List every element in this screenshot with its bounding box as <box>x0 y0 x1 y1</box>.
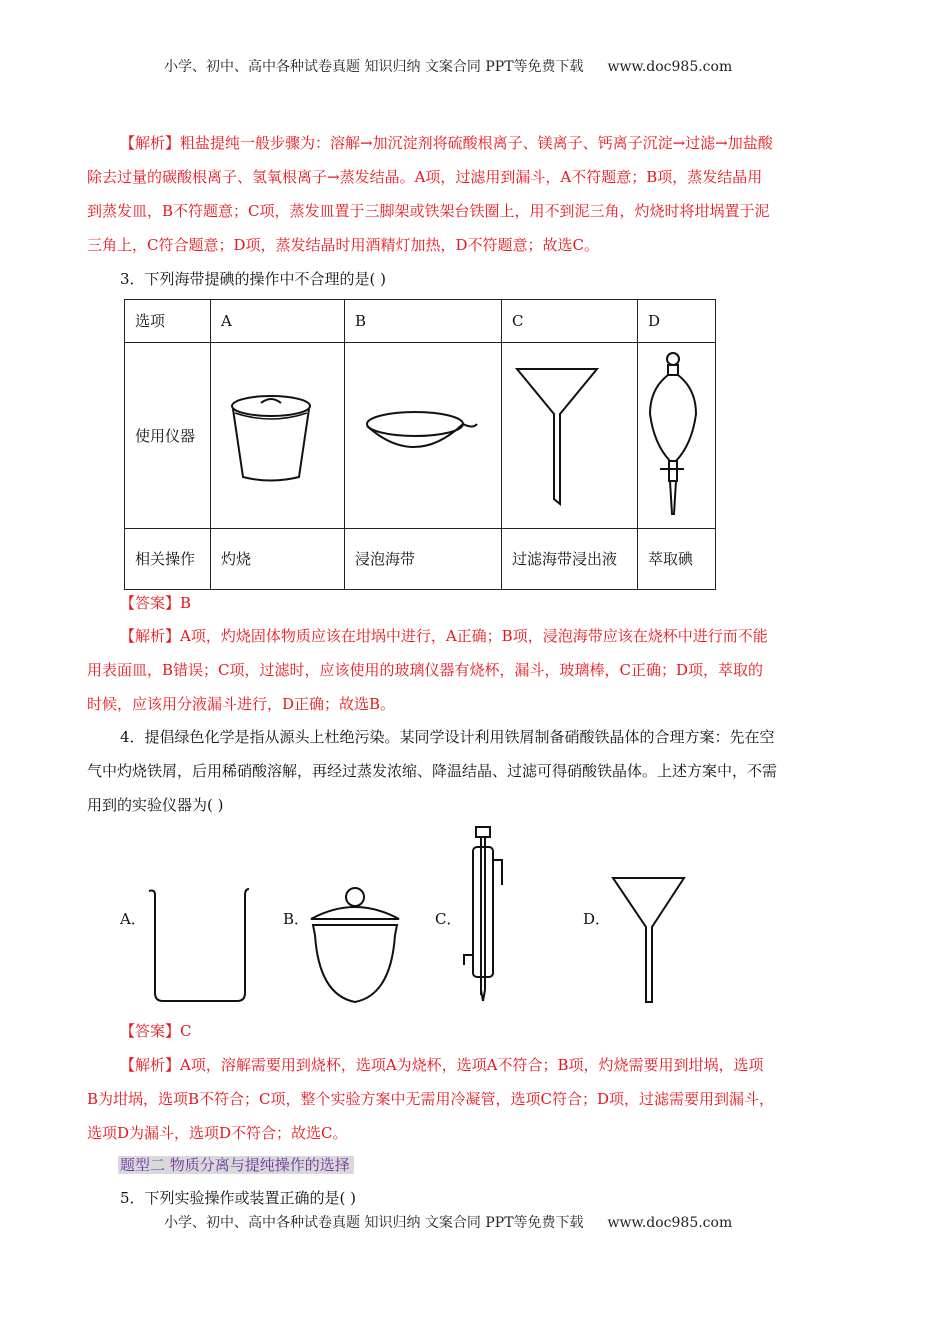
q4-analysis-line: B为坩埚，选项B不符合；C项，整个实验方案中无需用冷凝管，选项C符合；D项，过滤需要用到漏斗， <box>87 1090 775 1108</box>
crucible-cell <box>211 343 345 529</box>
beaker-icon <box>145 885 255 1007</box>
condenser-icon <box>458 825 508 1005</box>
q3-table <box>124 299 716 590</box>
q4-stem-line: 4．提倡绿色化学是指从源头上杜绝污染。某同学设计利用铁屑制备硝酸铁晶体的合理方案：先在空 <box>120 728 775 746</box>
option-b-label: B． <box>283 910 310 928</box>
q3-stem: 3．下列海带提碘的操作中不合理的是( ) <box>120 270 387 288</box>
q3-analysis-line: 用表面皿，B错误；C项，过滤时，应该使用的玻璃仪器有烧杯，漏斗，玻璃棒，C正确；D项，萃取的 <box>87 661 764 679</box>
q5-stem: 5．下列实验操作或装置正确的是( ) <box>120 1189 357 1207</box>
q3-analysis-line: 【解析】A项，灼烧固体物质应该在坩埚中进行，A正确；B项，浸泡海带应该在烧杯中进行而不能 <box>120 627 768 645</box>
q2-analysis-line: 三角上，C符合题意；D项，蒸发结晶时用酒精灯加热，D不符题意；故选C。 <box>87 236 600 254</box>
q3-answer: 【答案】B <box>120 594 192 612</box>
table-cell: 灼烧 <box>211 529 345 590</box>
option-c-label: C． <box>435 910 462 928</box>
section-heading: 题型二 物质分离与提纯操作的选择 <box>118 1156 354 1174</box>
footer-url: www.doc985.com <box>607 1215 733 1231</box>
table-header-cell: A <box>211 300 345 343</box>
table-cell: 萃取碘 <box>638 529 716 590</box>
q4-stem-line: 用到的实验仪器为( ) <box>87 796 224 814</box>
table-row-label: 相关操作 <box>125 529 211 590</box>
watch-glass-cell <box>345 343 502 529</box>
separatory-funnel-cell <box>638 343 716 529</box>
option-d-label: D． <box>583 910 611 928</box>
q2-analysis-line: 到蒸发皿，B不符题意；C项，蒸发皿置于三脚架或铁架台铁圈上，用不到泥三角，灼烧时将坩埚置于泥 <box>87 202 770 220</box>
page-header <box>164 57 732 77</box>
funnel-cell <box>502 343 638 529</box>
q4-answer: 【答案】C <box>120 1022 192 1040</box>
table-header-cell: D <box>638 300 716 343</box>
funnel-icon <box>610 875 690 1005</box>
table-row-label: 使用仪器 <box>125 343 211 529</box>
separatory-funnel-icon <box>648 349 698 519</box>
funnel-icon <box>512 359 607 509</box>
crucible-with-lid-icon <box>305 885 410 1007</box>
table-cell: 过滤海带浸出液 <box>502 529 638 590</box>
q4-analysis-line: 【解析】A项，溶解需要用到烧杯，选项A为烧杯，选项A不符合；B项，灼烧需要用到坩埚，选项 <box>120 1056 764 1074</box>
table-header-cell: 选项 <box>125 300 211 343</box>
table-header-cell: B <box>345 300 502 343</box>
q2-analysis-line: 除去过量的碳酸根离子、氢氧根离子→蒸发结晶。A项，过滤用到漏斗，A不符题意；B项，蒸发结晶用 <box>87 168 763 186</box>
q3-analysis-line: 时候，应该用分液漏斗进行，D正确；故选B。 <box>87 695 396 713</box>
watch-glass-icon <box>355 394 485 474</box>
header-url: www.doc985.com <box>607 59 733 75</box>
page-footer <box>164 1213 732 1233</box>
crucible-icon <box>221 369 331 499</box>
table-cell: 浸泡海带 <box>345 529 502 590</box>
option-a-label: A． <box>120 910 146 928</box>
table-header-cell: C <box>502 300 638 343</box>
footer-text: 小学、初中、高中各种试卷真题 知识归纳 文案合同 PPT等免费下载 <box>164 1215 584 1231</box>
q2-analysis-line: 【解析】粗盐提纯一般步骤为：溶解→加沉淀剂将硫酸根离子、镁离子、钙离子沉淀→过滤→加盐酸 <box>120 134 773 152</box>
q4-analysis-line: 选项D为漏斗，选项D不符合；故选C。 <box>87 1124 348 1142</box>
q4-stem-line: 气中灼烧铁屑，后用稀硝酸溶解，再经过蒸发浓缩、降温结晶、过滤可得硝酸铁晶体。上述方案中，不需 <box>87 762 778 780</box>
header-text: 小学、初中、高中各种试卷真题 知识归纳 文案合同 PPT等免费下载 <box>164 59 584 75</box>
